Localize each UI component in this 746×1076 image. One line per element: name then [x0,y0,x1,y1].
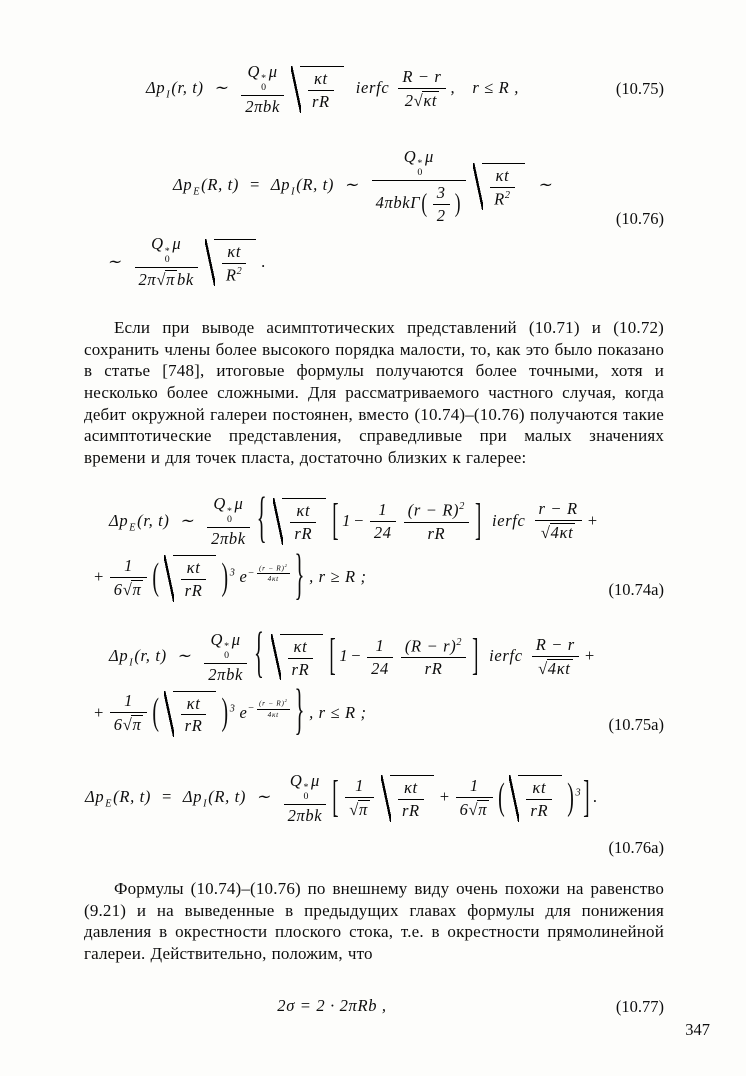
fraction [135,234,198,291]
numerator: κt [222,242,247,264]
numerator: κt [290,501,316,523]
radical [381,775,434,822]
radical-sign: √ [349,799,359,819]
fraction [404,500,469,543]
Q-sub-sup-stack [224,640,230,661]
page-number: 347 [685,1020,710,1039]
denominator [535,521,582,544]
left-paren: ( [421,188,428,218]
exponent-2: 2 [236,266,243,278]
mu-symbol: μ [311,771,320,791]
ierfc-function: ierfc [491,510,526,530]
zero-subscript: 0 [261,82,267,94]
squared-difference: (r − R) [407,500,460,520]
subscript-E: E [105,798,113,810]
coefficient: 6 [113,715,123,735]
subscript-I: I [129,657,134,669]
ierfc-function: ierfc [489,645,523,665]
coefficient: 2π [138,270,157,290]
right-bracket: ] [583,773,591,823]
numerator: κt [490,166,515,188]
arguments: (R, t) [208,787,247,807]
mu-symbol: μ [234,494,244,514]
numerator: κt [398,778,424,800]
equation-line-2 [84,234,580,291]
one: 1 [342,510,352,530]
fraction [290,501,316,544]
delta-p: Δp [85,787,105,807]
equation-10-75a [84,625,664,742]
fraction [207,494,250,549]
condition: r ≤ R , [472,78,519,98]
denominator: rR [427,523,446,543]
radical [205,239,257,286]
delta-p: Δp [109,645,129,665]
radicand: 4κt [547,658,571,678]
numerator [372,147,467,181]
tilde-relation: ∼ [213,78,229,98]
sigma-equation: 2σ = 2 · 2πRb , [277,996,387,1016]
subscript-I: I [203,798,208,810]
denominator [372,181,467,227]
equation-body [84,62,580,117]
radical [291,66,344,113]
numerator: 3 [433,183,450,205]
subscript-I: I [291,186,296,198]
star-superscript: * [164,245,171,257]
small-radical [414,91,440,111]
fraction [241,62,284,117]
small-radical [123,715,144,735]
equation-number: (10.75) [615,79,664,99]
radical [271,634,324,681]
fraction [222,242,247,285]
numerator [207,494,250,528]
equation-10-77 [84,996,664,1017]
fraction [288,637,314,680]
numerator: κt [181,694,207,716]
numerator: κt [288,637,314,659]
squared-difference: (r − R) [259,563,285,573]
coefficient: 6 [113,579,123,599]
radicand [300,66,344,113]
period: . [593,787,599,807]
denominator: rR [401,801,420,821]
fraction [257,699,289,718]
fraction [490,166,515,209]
radicand: π [132,715,142,735]
equation-number: (10.76a) [608,837,664,857]
delta-p: Δp [173,175,193,195]
delta-p: Δp [270,175,291,195]
left-paren: ( [498,776,506,819]
fraction [367,636,393,679]
delta-p-lhs [145,78,205,101]
denominator: 2 [436,205,446,225]
zero-subscript: 0 [303,791,310,803]
denominator [135,268,198,291]
equals-sign: = [161,787,173,807]
fraction [181,558,207,601]
star-superscript: * [226,505,233,517]
gamma-symbol: Γ [410,192,421,212]
one: 1 [339,645,349,665]
exponent-2: 2 [456,636,463,648]
radicand [518,775,562,822]
radical-sign: √ [122,715,133,735]
star-superscript: * [303,782,310,794]
denominator: rR [311,91,330,111]
equation-number: (10.77) [615,996,664,1016]
bk-symbols: bk [177,270,194,290]
radical-sign: √ [538,658,548,678]
radical-sign: √ [468,799,479,819]
radical [473,163,525,210]
radical-sign: √ [156,270,167,290]
right-bracket: ] [475,496,482,546]
left-paren: ( [152,556,160,599]
radicand: π [478,799,488,819]
denominator [110,578,148,601]
e-symbol: e [239,702,248,722]
condition: , r ≥ R ; [309,567,367,587]
numerator: 1 [345,776,374,798]
tilde-relation: ∼ [344,175,359,195]
radicand [214,239,257,286]
radicand [482,163,525,210]
equals-sign: = [249,175,261,195]
denominator: rR [184,716,203,736]
zero-subscript: 0 [224,649,230,661]
radical [509,775,562,822]
denominator: 2πbk [208,664,243,684]
denominator [222,264,247,285]
delta-p-lhs [108,510,171,533]
condition: , r ≤ R ; [309,702,367,722]
equation-line-1 [84,147,580,227]
arguments: (r, t) [137,510,170,530]
delta-p: Δp [182,787,203,807]
right-paren: ) [221,692,229,735]
fraction [433,183,450,226]
radical-sign: √ [122,579,133,599]
coefficient: 6 [459,799,469,819]
numerator: 1 [456,776,494,798]
fraction [372,147,467,227]
small-radical [123,580,144,600]
radicand [282,498,326,545]
numerator: 1 [367,636,393,658]
R-symbol: R [225,265,237,285]
denominator: 2πbk [245,96,280,116]
tilde-relation: ∼ [256,787,271,807]
radical [273,498,326,545]
numerator [257,699,289,709]
denominator [398,89,445,112]
minus-sign: − [247,703,256,715]
denominator: 24 [373,523,392,543]
equation-number: (10.74a) [608,579,664,599]
delta-p-rhs [182,787,247,810]
numerator: 1 [370,500,396,522]
left-bracket: [ [329,631,337,681]
denominator: 4κt [267,709,279,719]
small-radical [538,659,572,679]
right-paren: ) [454,188,462,218]
arguments: (R, t) [201,175,240,195]
exponential-term [239,562,291,587]
equation-10-74a [84,489,664,606]
plus-sign: + [583,645,596,665]
Q-sub-sup-stack [303,784,309,802]
radicand [390,775,434,822]
left-bracket: [ [332,496,340,546]
tilde-relation: ∼ [537,175,553,195]
minus-sign: − [353,510,365,530]
exponent-3: 3 [229,567,236,579]
fraction [181,694,207,737]
radicand: κt [423,90,438,110]
denominator [532,657,579,680]
denominator: 2πbk [211,529,246,549]
exponent-2: 2 [504,189,511,201]
numerator: 1 [110,556,148,578]
arguments: (r, t) [171,78,204,98]
arguments: (r, t) [134,645,167,665]
left-brace: { [256,489,268,550]
arguments: (R, t) [296,175,335,195]
Q-sub-sup-stack [261,75,267,93]
small-radical [349,800,370,820]
equation-10-76 [84,147,664,292]
exponent-2: 2 [459,501,465,513]
denominator: rR [294,524,313,544]
numerator [241,62,284,96]
fraction [398,778,424,821]
numerator: κt [308,69,334,91]
zero-subscript: 0 [226,514,233,526]
coefficient: 4πbk [375,192,411,212]
equation-line-1 [84,489,599,550]
fraction [110,691,148,736]
left-paren: ( [152,692,160,735]
equation-body [84,771,599,826]
Q-symbol: Q [247,62,261,81]
radicand: π [359,799,368,819]
mu-symbol: μ [231,629,241,649]
star-superscript: * [261,73,267,85]
denominator [456,798,494,821]
radicand: 4κt [550,523,574,543]
exponent-3: 3 [575,787,582,799]
left-brace: { [253,625,265,685]
numerator: R − r [398,67,445,89]
small-radical [541,523,575,543]
Q-sub-sup-stack [417,157,423,178]
radicand [173,691,217,738]
right-brace: } [294,681,306,742]
fraction [535,499,582,544]
right-paren: ) [567,776,575,819]
plus-sign: + [438,787,451,807]
Q-symbol: Q [213,494,226,514]
fraction [370,500,396,543]
equation-10-75 [84,62,664,117]
fraction [456,776,494,821]
fraction [284,771,327,826]
fraction [398,67,445,112]
plus-sign: + [586,510,599,530]
squared-difference: (R − r) [404,636,457,656]
denominator [490,188,515,209]
numerator: 1 [110,691,148,713]
mu-symbol: μ [424,146,434,166]
e-symbol: e [239,567,248,587]
subscript-E: E [129,521,137,533]
radicand [173,555,217,602]
star-superscript: * [417,157,423,169]
star-superscript: * [224,640,230,652]
exponent [247,562,291,584]
small-radical [156,270,177,290]
ierfc-function: ierfc [355,78,390,98]
radical-sign: √ [540,523,551,543]
small-radical [468,800,489,820]
numerator [284,771,327,805]
delta-p-lhs [84,787,152,810]
mu-symbol: μ [172,234,182,254]
Q-sub-sup-stack [164,245,171,266]
right-brace: } [294,546,306,606]
exponent-2: 2 [284,698,288,704]
exponential-term [239,698,291,722]
delta-p-rhs [270,175,335,198]
denominator: rR [530,801,549,821]
denominator: 2πbk [287,806,323,826]
zero-subscript: 0 [417,166,423,178]
denominator: rR [424,658,443,678]
denominator [110,713,148,736]
mu-symbol: μ [268,62,278,81]
tilde-relation: ∼ [107,251,122,271]
radical [164,555,217,602]
arguments: (R, t) [113,787,152,807]
radical [164,691,217,738]
equation-body [84,996,580,1017]
period: . [261,251,267,271]
equation-line-2 [84,681,580,742]
fraction [204,630,247,685]
left-bracket: [ [332,773,340,823]
coefficient: 2 [404,90,414,110]
denominator: rR [184,580,203,600]
numerator [404,500,469,522]
numerator [257,564,289,574]
plus-sign: + [93,567,105,587]
radicand: π [166,270,175,290]
denominator: rR [291,659,310,679]
tilde-relation: ∼ [179,510,195,530]
Q-symbol: Q [151,234,164,254]
paragraph-1: Если при выводе асимптотических представлений (10.71) и (10.72) сохранить члены более высокого порядка малости, то, как это было показано в статье [748], итоговые формулы получаются более точными, хотя и несколько более сложными. Для рассматриваемого частного случая, когда дебит окружной галереи постоянен, вместо (10.74)–(10.76) получаются такие асимптотические представления, справедливые при малых значениях времени и для точек пласта, достаточно близких к галерее: [84,318,664,467]
exponent-3: 3 [229,703,236,715]
equation-10-76a [84,771,664,857]
tilde-relation: ∼ [176,645,192,665]
delta-p: Δp [145,78,166,98]
fraction [110,556,148,601]
numerator [135,234,198,268]
numerator [401,636,466,658]
comma: , [450,78,456,98]
delta-p-lhs [172,175,240,198]
fraction [401,636,466,679]
numerator: r − R [535,499,582,521]
exponent [247,698,291,719]
radical-sign: √ [413,90,424,110]
fraction [532,635,579,680]
exponent-2: 2 [284,562,288,568]
paragraph-2: Формулы (10.74)–(10.76) по внешнему виду очень похожи на равенство (9.21) и на выведенные в предыдущих главах формулы для понижения давления в окрестности плоского стока, т.е. в окрестности прямолинейной галереи. Действительно, положим, что [84,878,664,963]
subscript-I: I [166,89,171,101]
fraction [345,776,374,821]
R-symbol: R [494,189,505,209]
numerator: R − r [532,635,579,657]
subscript-E: E [193,186,201,198]
plus-sign: + [93,702,105,722]
radicand [280,634,324,681]
right-paren: ) [221,556,229,599]
minus-sign: − [350,645,363,665]
delta-p: Δp [109,510,129,530]
delta-p-lhs [108,645,168,669]
minus-sign: − [247,567,256,579]
numerator [204,630,247,664]
squared-difference: (r − R) [259,698,285,708]
equation-number: (10.75a) [608,715,664,735]
zero-subscript: 0 [164,254,171,266]
numerator: κt [526,778,552,800]
equation-line-2 [84,546,580,606]
fraction [526,778,552,821]
denominator: 24 [371,658,389,678]
numerator: κt [181,558,207,580]
denominator [345,798,374,821]
fraction [257,564,289,583]
equation-number: (10.76) [615,209,664,229]
fraction [308,69,334,112]
denominator: 4κt [267,574,279,584]
Q-sub-sup-stack [226,505,233,526]
Q-symbol: Q [403,146,417,166]
radicand: π [132,579,142,599]
page-content [84,40,664,1017]
equation-line-1 [84,625,596,685]
Q-symbol: Q [210,629,224,649]
Q-symbol: Q [289,771,303,791]
right-bracket: ] [472,631,480,681]
